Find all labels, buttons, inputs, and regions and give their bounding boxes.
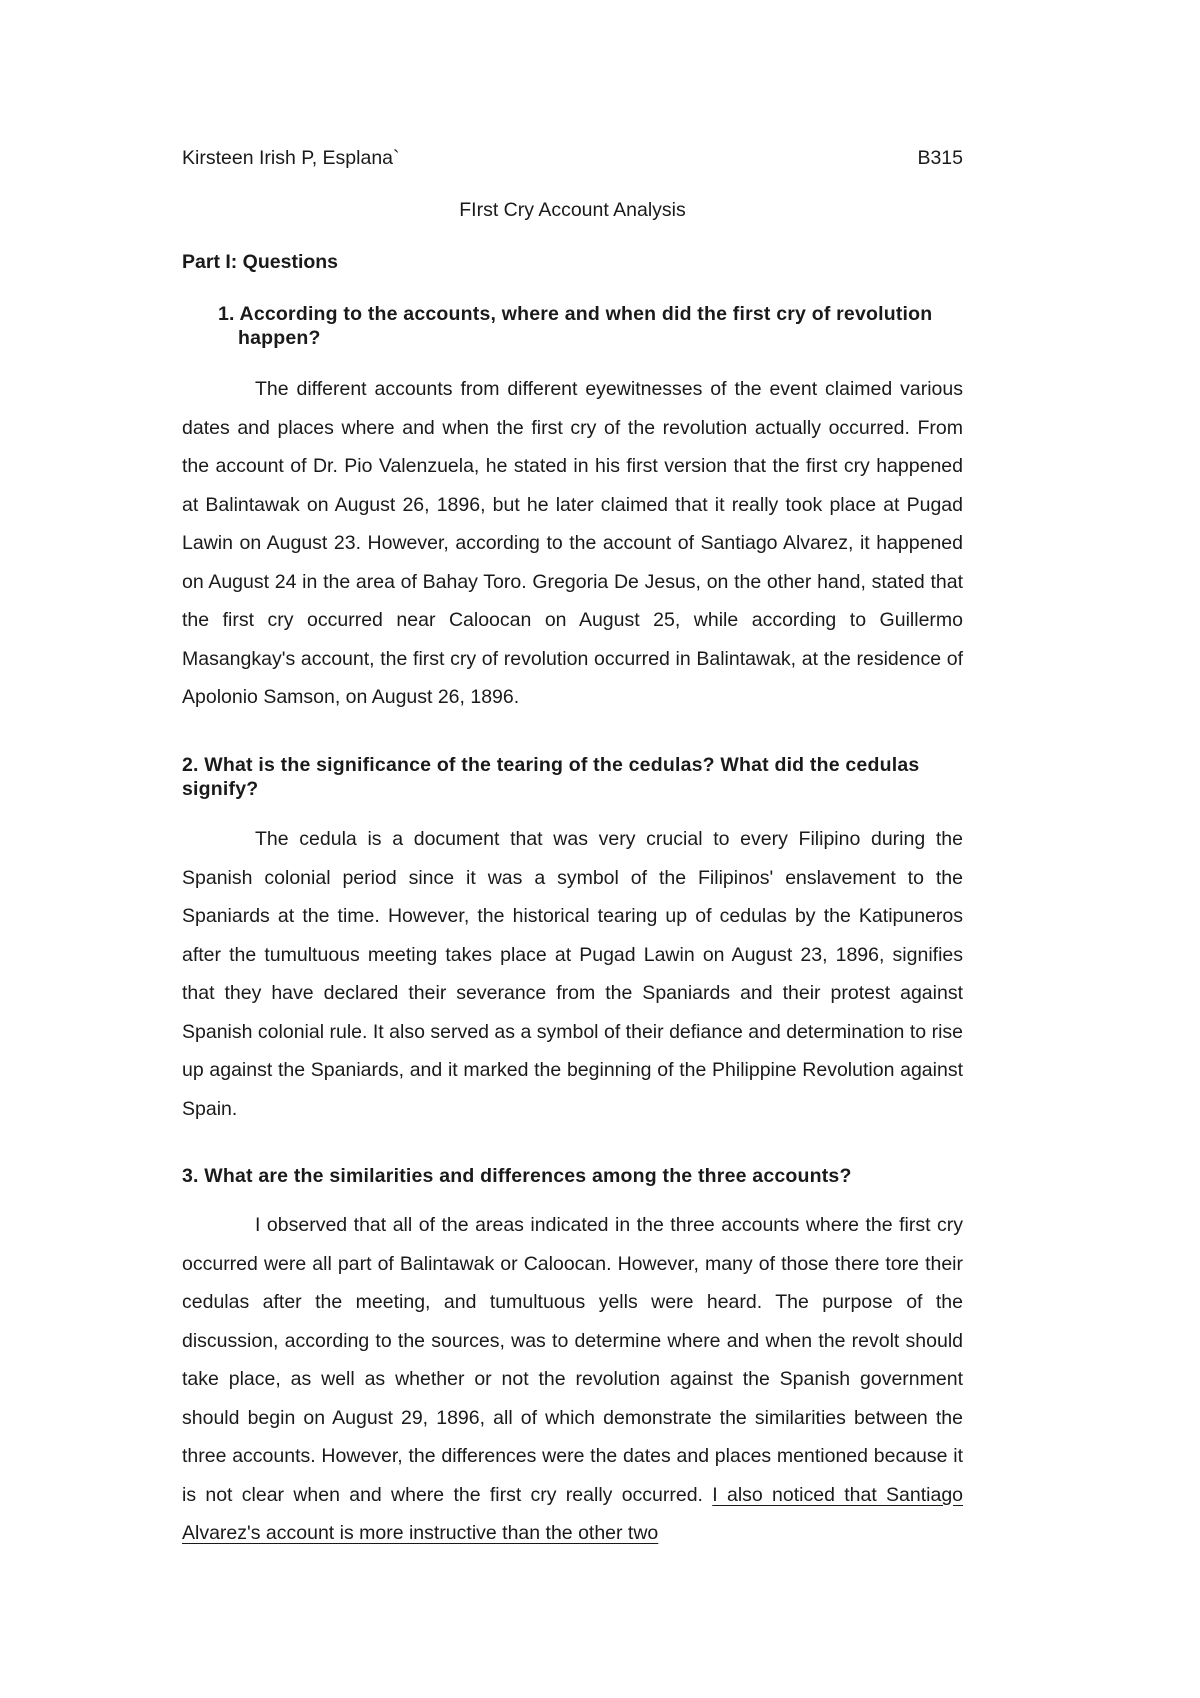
question-2: 2. What is the significance of the tearing of the cedulas? What did the cedulas signify? (182, 754, 920, 800)
question-3: 3. What are the similarities and differences among the three accounts? (182, 1165, 852, 1187)
question-1: 1. According to the accounts, where and when did the first cry of revolution happen? (218, 303, 933, 349)
section-code: B315 (917, 147, 963, 169)
answer-1: The different accounts from different eyewitnesses of the event claimed various dates and places where and when the first cry of the revolution actually occurred. From the account of Dr. Pio Valenzuela, he stated in his first version that the first cry happened at Balintawak on August 26, 1896, but he later claimed that it really took place at Pugad Lawin on August 23. However, according to the account of Santiago Alvarez, it happened on August 24 in the area of Bahay Toro. Gregoria De Jesus, on the other hand, stated that the first cry occurred near Caloocan on August 25, while according to Guillermo Masangkay's account, the first cry of revolution occurred in Balintawak, at the residence of Apolonio Samson, on August 26, 1896. (182, 378, 963, 708)
answer-2: The cedula is a document that was very crucial to every Filipino during the Spanish colonial period since it was a symbol of the Filipinos' enslavement to the Spaniards at the time. However, the historical tearing up of cedulas by the Katipuneros after the tumultuous meeting takes place at Pugad Lawin on August 23, 1896, signifies that they have declared their severance from the Spaniards and their protest against Spanish colonial rule. It also served as a symbol of their defiance and determination to rise up against the Spaniards, and it marked the beginning of the Philippine Revolution against Spain. (182, 828, 963, 1120)
answer-3 (182, 1206, 963, 1553)
answer-3-underlined-text: I also noticed that Santiago Alvarez's account is more instructive than the other two (182, 1483, 964, 1544)
answer-3-text: I observed that all of the areas indicated in the three accounts where the first cry occurred were all part of Balintawak or Caloocan. However, many of those there tore their cedulas after the meeting, and tumultuous yells were heard. The purpose of the discussion, according to the sources, was to determine where and when the revolt should take place, as well as whether or not the revolution against the Spanish government should begin on August 29, 1896, all of which demonstrate the similarities between the three accounts. However, the differences were the dates and places mentioned because it is not clear when and where the first cry really occurred. (182, 1214, 963, 1506)
author-name: Kirsteen Irish P, Esplana` (182, 147, 400, 169)
part-heading: Part I: Questions (182, 251, 339, 273)
document-title: FIrst Cry Account Analysis (459, 199, 686, 221)
